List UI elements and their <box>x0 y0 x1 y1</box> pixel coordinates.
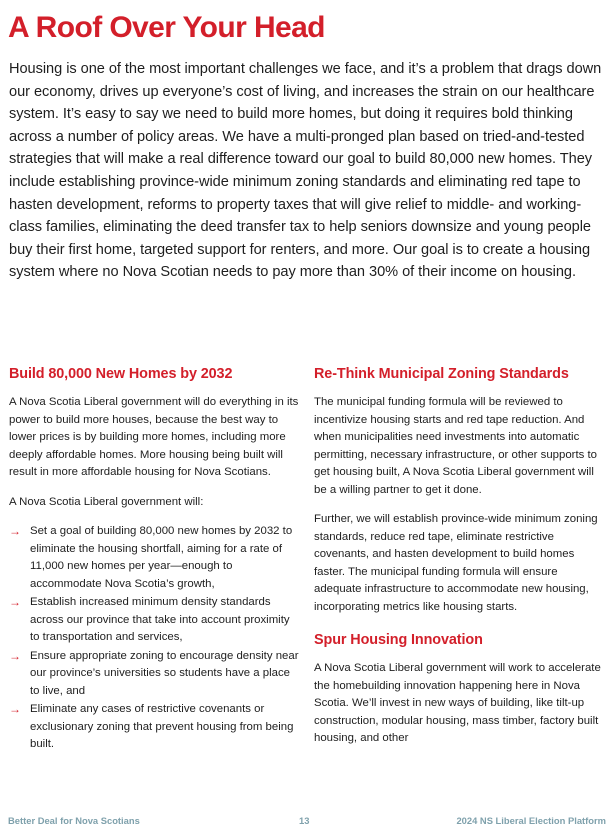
left-column <box>9 364 301 755</box>
list-item <box>9 523 301 593</box>
right-column <box>314 364 604 760</box>
arrow-right-icon: → <box>9 648 21 663</box>
list-item-text: Establish increased minimum density standards across our province that take into account proximity to transportation and services, <box>30 596 290 643</box>
arrow-right-icon: → <box>9 702 21 716</box>
body-paragraph: A Nova Scotia Liberal government will work to accelerate the homebuilding innovation happening here in Nova Scotia. We’ll invest in new ways of building, like tilt-up construction, modular housing, mass timber, factory built housing, and other <box>314 662 601 744</box>
arrow-right-icon: → <box>9 524 21 538</box>
list-item-text: Ensure appropriate zoning to encourage density near our province’s universities so students have a place to live, and <box>30 649 299 697</box>
footer-document-name: Better Deal for Nova Scotians <box>8 815 140 826</box>
section-heading-innovation: Spur Housing Innovation <box>314 632 483 648</box>
list-item <box>9 594 301 647</box>
list-item-text: Eliminate any cases of restrictive covenants or exclusionary zoning that prevent housing from being built. <box>30 703 294 750</box>
commitment-list <box>9 523 301 754</box>
body-paragraph: The municipal funding formula will be reviewed to incentivize housing starts and red tape reduction. And when municipalities need investments into automatic permitting, necessary infrastructure, or other supports to get housing built, A Nova Scotia Liberal government will be a willing partner to get it done. <box>314 396 597 496</box>
section-heading-build-homes: Build 80,000 New Homes by 2032 <box>9 366 233 382</box>
page-number: 13 <box>299 815 310 826</box>
page-footer <box>8 815 606 829</box>
list-item-text: Set a goal of building 80,000 new homes by 2032 to eliminate the housing shortfall, aiming for a rate of 11,000 new homes per year—enough to accommodate Nova Scotia’s growth, <box>30 525 293 590</box>
body-paragraph: Further, we will establish province-wide minimum zoning standards, reduce red tape, eliminate restrictive covenants, and hasten development to build homes faster. The municipal funding formula will ensure adequate infrastructure to accommodate new housing, incorporating metrics like housing starts. <box>314 513 598 613</box>
arrow-right-icon: → <box>9 595 21 609</box>
section-heading-zoning: Re-Think Municipal Zoning Standards <box>314 366 569 382</box>
intro-paragraph: Housing is one of the most important challenges we face, and it’s a problem that drags down our economy, drives up everyone’s cost of living, and increases the strain on our healthcare system. It’s easy to say we need to build more homes, but doing it requires bold thinking across a number of policy areas. We have a multi-pronged plan based on tried-and-tested strategies that will make a real difference toward our goal to build 80,000 new homes. They include establishing province-wide minimum zoning standards and eliminating red tape to hasten development, reforms to property taxes that will give relief to middle- and working-class families, eliminating the deed transfer tax to help seniors downsize and young people buy their first home, targeted support for renters, and more. Our goal is to create a housing system where no Nova Scotian needs to pay more than 30% of their income on housing. <box>9 61 602 281</box>
body-paragraph: A Nova Scotia Liberal government will do everything in its power to build more houses, because the best way to lower prices is by building more homes, including more deeply affordable homes. More housing being built will result in more affordable housing for Nova Scotians. <box>9 396 299 478</box>
list-item <box>9 701 301 754</box>
list-item <box>9 648 301 701</box>
footer-platform-title: 2024 NS Liberal Election Platform <box>456 815 606 826</box>
page-title: A Roof Over Your Head <box>8 11 325 44</box>
bullets-lead-in: A Nova Scotia Liberal government will: <box>9 495 204 508</box>
